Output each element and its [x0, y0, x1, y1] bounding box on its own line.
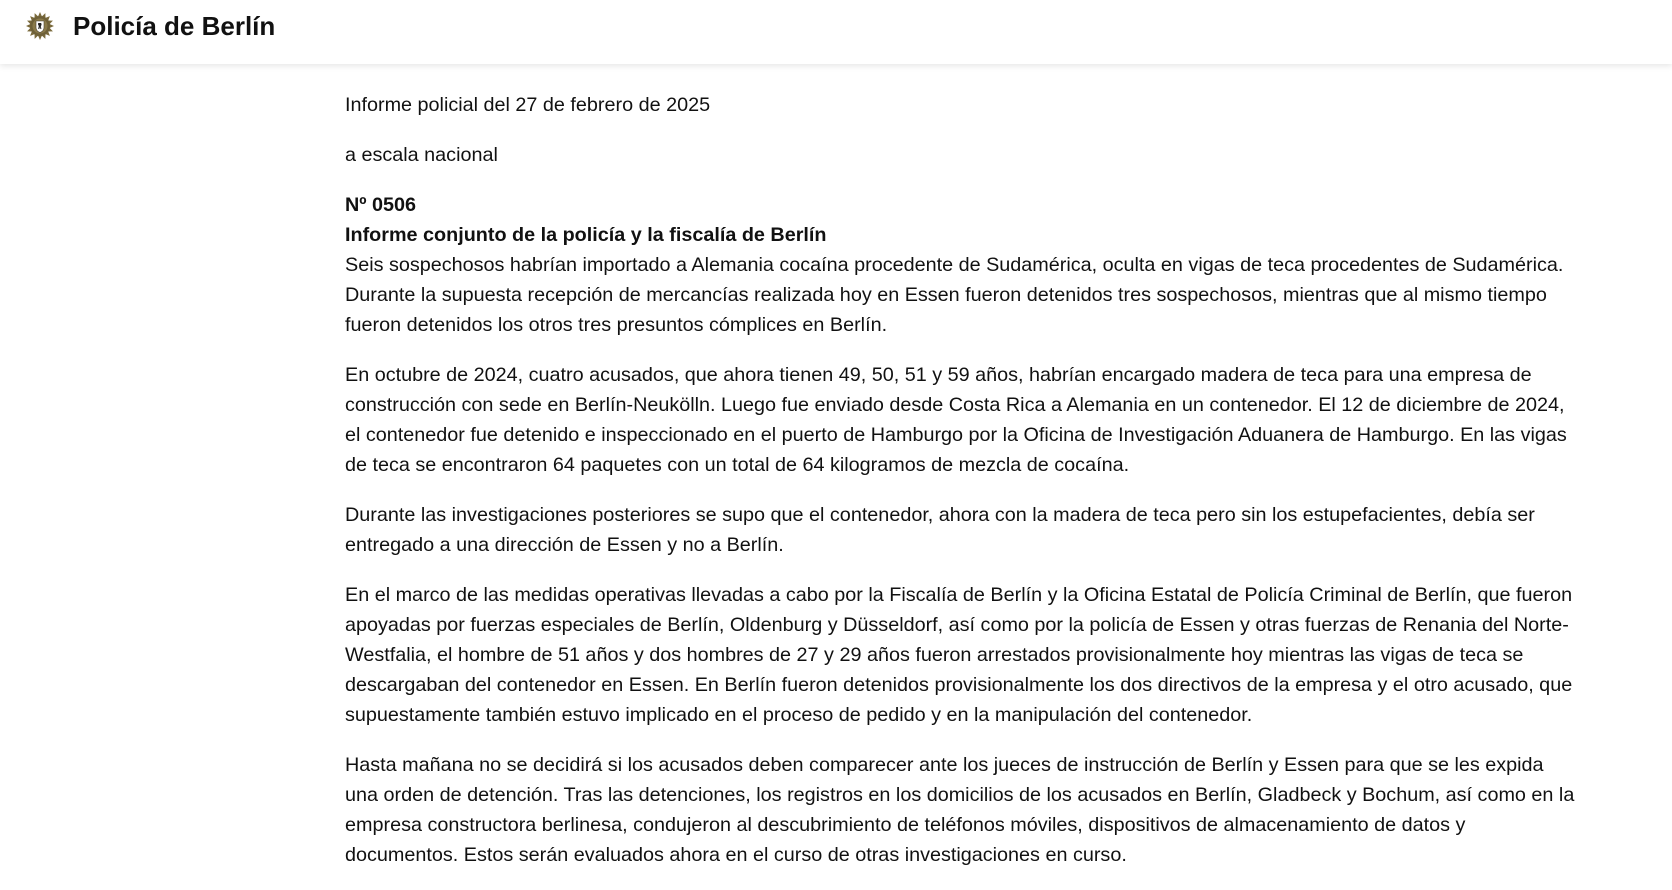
site-header	[0, 0, 1672, 64]
dateline: Informe policial del 27 de febrero de 2025	[345, 94, 711, 116]
paragraph: En octubre de 2024, cuatro acusados, que ahora tienen 49, 50, 51 y 59 años, habrían encargado madera de teca para una empresa de construcción con sede en Berlín-Neukölln. Luego fue enviado desde Costa Rica a Alemania en un contenedor. El 12 de diciembre de 2024, el contenedor fue detenido e inspeccionado en el puerto de Hamburgo por la Oficina de Investigación Aduanera de Hamburgo. En las vigas de teca se encontraron 64 paquetes con un total de 64 kilogramos de mezcla de cocaína.	[345, 364, 1567, 476]
paragraph: Hasta mañana no se decidirá si los acusados deben comparecer ante los jueces de instrucción de Berlín y Essen para que se les expida una orden de detención. Tras las detenciones, los registros en los domicilios de los acusados en Berlín, Gladbeck y Bochum, así como en la empresa constructora berlinesa, condujeron al descubrimiento de teléfonos móviles, dispositivos de almacenamiento de datos y documentos. Estos serán evaluados ahora en el curso de otras investigaciones en curso.	[345, 754, 1575, 866]
article-body-lead	[345, 190, 1575, 340]
paragraph: En el marco de las medidas operativas llevadas a cabo por la Fiscalía de Berlín y la Oficina Estatal de Policía Criminal de Berlín, que fueron apoyadas por fuerzas especiales de Berlín, Oldenburg y Düsseldorf, así como por la policía de Essen y otras fuerzas de Renania del Norte-Westfalia, el hombre de 51 años y dos hombres de 27 y 29 años fueron arrestados provisionalmente hoy mientras las vigas de teca se descargaban del contenedor en Essen. En Berlín fueron detenidos provisionalmente los dos directivos de la empresa y el otro acusado, que supuestamente también estuvo implicado en el proceso de pedido y en la manipulación del contenedor.	[345, 584, 1573, 726]
press-release-article	[345, 90, 1575, 890]
headline: Informe conjunto de la policía y la fiscalía de Berlín	[345, 224, 827, 246]
report-number: Nº 0506	[345, 194, 417, 216]
region-label: a escala nacional	[345, 144, 498, 166]
site-title-link[interactable]: Policía de Berlín	[73, 11, 276, 41]
police-star-badge-icon[interactable]	[25, 11, 55, 41]
lead-text: Seis sospechosos habrían importado a Alemania cocaína procedente de Sudamérica, oculta en vigas de teca procedentes de Sudamérica. Durante la supuesta recepción de mercancías realizada hoy en Essen fueron detenidos tres sospechosos, mientras que al mismo tiempo fueron detenidos los otros tres presuntos cómplices en Berlín.	[345, 254, 1564, 336]
paragraph: Durante las investigaciones posteriores se supo que el contenedor, ahora con la madera de teca pero sin los estupefacientes, debía ser entregado a una dirección de Essen y no a Berlín.	[345, 504, 1535, 556]
